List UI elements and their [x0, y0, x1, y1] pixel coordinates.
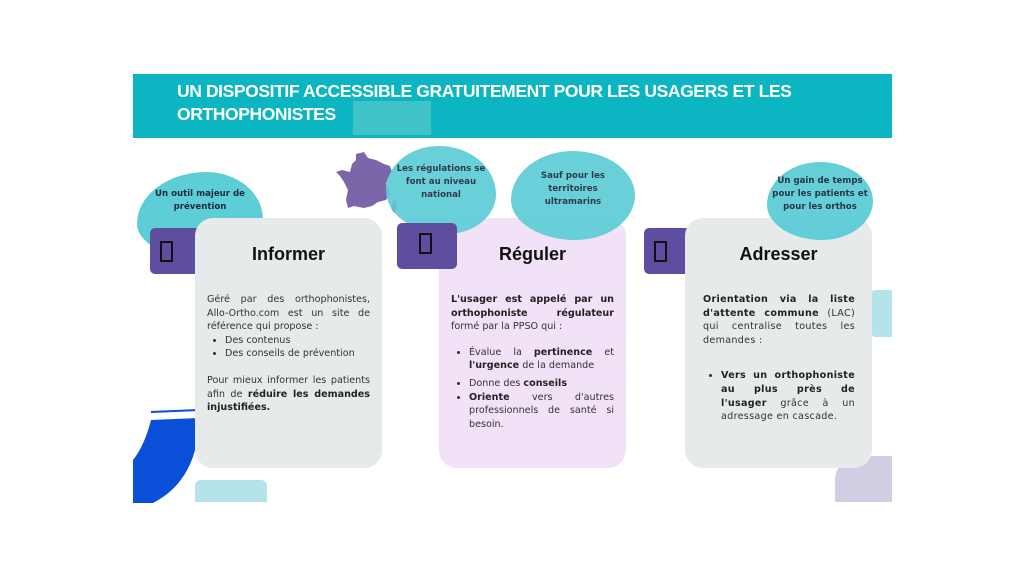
bullet-bold: Oriente	[469, 391, 510, 403]
bubble-line: Un gain de temps	[777, 175, 863, 186]
intro-bold: Orientation via la liste d'attente commune	[703, 294, 855, 319]
page-title: UN DISPOSITIF ACCESSIBLE GRATUITEMENT POUR LES USAGERS ET LES ORTHOPHONISTES	[177, 81, 792, 124]
bubble-line: prévention	[173, 202, 227, 212]
bubble-line: font au niveau	[405, 176, 477, 187]
bubble-line: territoires	[548, 184, 598, 194]
bullet-item	[469, 346, 614, 373]
decorative-teal-bar	[195, 480, 267, 502]
intro-text: formé par la PPSO qui :	[451, 321, 563, 333]
outro-bold: réduire les demandes injustifiées.	[207, 388, 370, 414]
bullet-item: • Des conseils de prévention	[225, 347, 370, 361]
decorative-teal-tab	[870, 290, 892, 337]
bullet-list	[703, 369, 855, 423]
bullet-list	[451, 346, 614, 432]
card-intro	[703, 293, 855, 347]
intro-text: (LAC) qui centralise toutes les demandes :	[703, 307, 855, 346]
missing-glyph-icon	[419, 233, 432, 254]
header-banner	[133, 74, 892, 138]
icon-tab-reguler	[397, 223, 457, 269]
decorative-blue-shape	[133, 408, 203, 503]
bullet-bold: pertinence	[533, 346, 593, 358]
missing-glyph-icon	[654, 241, 667, 262]
card-body-informer	[207, 293, 370, 415]
bubble-gain-temps	[767, 162, 873, 240]
bubble-line: ultramarins	[544, 197, 602, 207]
bubble-line: pour les patients et	[772, 188, 868, 199]
bubble-line: national	[421, 189, 461, 200]
bullet-item: • Des contenus	[225, 334, 370, 348]
card-title: Réguler	[498, 244, 567, 264]
missing-glyph-icon	[160, 241, 173, 262]
bullet-text: Évalue la	[469, 346, 534, 358]
card-body-reguler	[451, 293, 614, 431]
bullet-item	[469, 377, 614, 391]
card-informer	[195, 218, 382, 468]
bullet-text: grâce à un adressage en cascade.	[721, 397, 855, 423]
bullet-text: et	[592, 346, 614, 358]
intro-bold: L'usager est appelé par un orthophoniste régulateur	[451, 294, 614, 319]
card-intro: Géré par des orthophonistes, Allo-Ortho.com est un site de référence qui propose :	[207, 294, 370, 333]
card-reguler	[439, 218, 626, 468]
bullet-bold: l'urgence	[469, 360, 520, 372]
bullet-text: Donne des	[469, 377, 524, 389]
card-adresser	[685, 218, 872, 468]
bullet-item	[469, 391, 614, 432]
bubble-ultramarins	[511, 151, 635, 240]
bullet-bold: Vers un orthophoniste au plus près de l'usager	[721, 370, 855, 409]
bubble-line: Sauf pour les	[540, 171, 606, 181]
card-outro	[207, 374, 370, 415]
card-body-adresser	[703, 293, 855, 424]
bubble-national	[386, 146, 496, 234]
bullet-item	[721, 369, 855, 423]
bubble-line: pour les orthos	[783, 201, 857, 212]
bullet-bold: conseils	[523, 377, 568, 389]
outro-text: Pour mieux informer les patients afin de	[207, 374, 370, 400]
bullet-text: vers d'autres professionnels de santé si besoin.	[469, 391, 614, 430]
bullet-text: de la demande	[519, 360, 595, 372]
bubble-line: Un outil majeur de	[155, 189, 245, 199]
card-title: Adresser	[739, 244, 818, 264]
bubble-line: Les régulations se	[396, 163, 486, 174]
card-intro	[451, 293, 614, 334]
bullet-list	[207, 334, 370, 361]
card-title: Informer	[251, 244, 325, 264]
